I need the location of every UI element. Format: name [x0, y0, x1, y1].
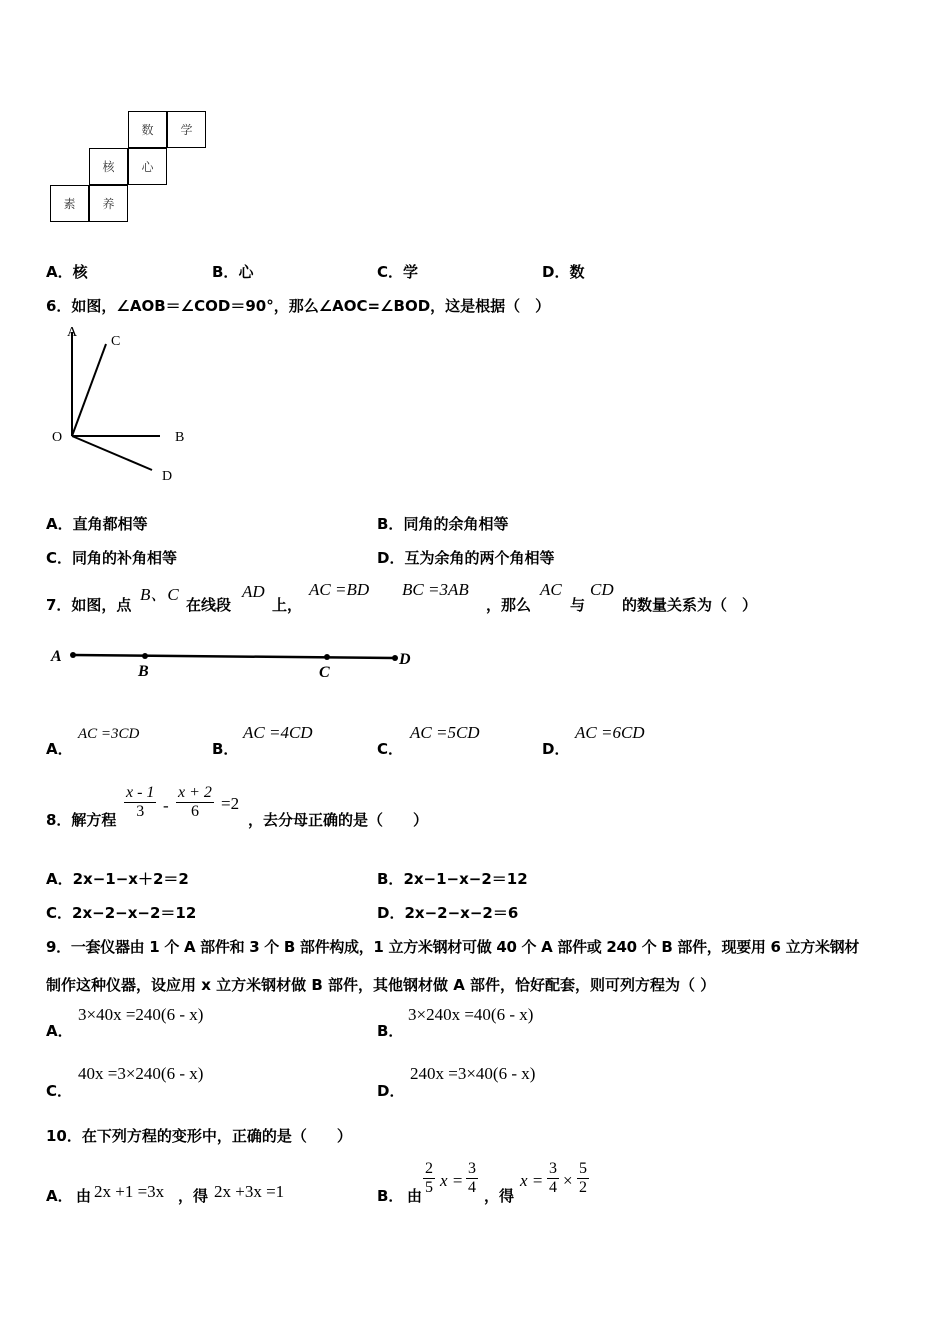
- q6-label-c: C: [111, 334, 121, 349]
- q7-mid1: 在线段: [186, 596, 232, 614]
- q7-prefix: 7．如图，点: [46, 596, 132, 614]
- net-cell: 养: [89, 185, 128, 222]
- q6-option-c: C．同角的补角相等: [46, 549, 178, 567]
- q10-option-b-you: 由: [407, 1187, 423, 1205]
- q7-option-b-letter: B．: [212, 740, 239, 758]
- q10-b-x2: x =: [520, 1171, 544, 1190]
- q6-label-b: B: [175, 430, 185, 445]
- q9-option-d-letter: D．: [377, 1082, 405, 1100]
- q7-mid3: ，那么: [486, 596, 532, 614]
- q6-stem: 6．如图，∠AOB＝∠COD＝90°，那么∠AOC=∠BOD，这是根据（ ）: [46, 297, 551, 315]
- q7-option-c-expr: AC =5CD: [410, 723, 480, 742]
- q7-point-c: C: [319, 664, 330, 681]
- q9-stem-line2: 制作这种仪器，设应用 x 立方米钢材做 B 部件，其他钢材做 A 部件，恰好配套，则可列方程为（ ）: [46, 976, 716, 994]
- q7-ac: AC: [540, 580, 562, 599]
- q10-b-times: ×: [563, 1171, 573, 1190]
- q7-point-d: D: [399, 651, 411, 668]
- q9-option-a-expr: 3×40x =240(6 - x): [78, 1005, 204, 1024]
- q7-option-a-expr: AC =3CD: [78, 726, 140, 742]
- net-cell: 心: [128, 148, 167, 185]
- q5-option-c: C．学: [377, 263, 419, 281]
- q9-option-a-letter: A．: [46, 1022, 73, 1040]
- q10-b-x1: x =: [440, 1171, 464, 1190]
- net-cell: 学: [167, 111, 206, 148]
- q10-option-a-you: 由: [76, 1187, 92, 1205]
- q8-rhs: =2: [221, 794, 240, 813]
- q10-b-fraction-2: $\frac{3}{4}$: [468, 1160, 476, 1196]
- q8-option-d: D．2x−2−x−2＝6: [377, 904, 519, 922]
- q10-b-fraction-4: $\frac{5}{2}$: [579, 1160, 587, 1196]
- q7-option-c-letter: C．: [377, 740, 404, 758]
- q7-point-b: B: [138, 663, 149, 680]
- q10-option-b-de: ，得: [484, 1187, 515, 1205]
- net-cell: 数: [128, 111, 167, 148]
- q10-b-fraction-1: $\frac{2}{5}$: [425, 1160, 433, 1196]
- q8-minus: -: [163, 796, 169, 815]
- q5-option-b: B．心: [212, 263, 254, 281]
- q7-cd: CD: [590, 580, 614, 599]
- q9-option-c-expr: 40x =3×240(6 - x): [78, 1064, 204, 1083]
- q8-suffix: ，去分母正确的是（ ）: [248, 811, 429, 829]
- q8-fraction-1: $\frac{x - 1}{3}$: [126, 784, 155, 820]
- q5-option-d: D．数: [542, 263, 585, 281]
- q9-option-b-letter: B．: [377, 1022, 404, 1040]
- q6-label-o: O: [52, 430, 63, 445]
- q7-segment-figure: [45, 640, 425, 685]
- q8-option-c: C．2x−2−x−2＝12: [46, 904, 197, 922]
- q5-option-a: A．核: [46, 263, 88, 281]
- net-cell: 素: [50, 185, 89, 222]
- net-cell: 核: [89, 148, 128, 185]
- q7-segment-ad: AD: [242, 582, 265, 601]
- q7-suffix: 的数量关系为（ ）: [622, 596, 758, 614]
- q7-option-a-letter: A．: [46, 740, 73, 758]
- q6-option-a: A．直角都相等: [46, 515, 148, 533]
- q6-label-a: A: [67, 325, 78, 340]
- q10-option-a-de: ，得: [178, 1187, 209, 1205]
- q9-stem-line1: 9．一套仪器由 1 个 A 部件和 3 个 B 部件构成，1 立方米钢材可做 40 个 A 部件或 240 个 B 部件，现要用 6 立方米钢材: [46, 938, 860, 956]
- q9-option-c-letter: C．: [46, 1082, 73, 1100]
- q10-option-a-letter: A．: [46, 1187, 73, 1205]
- q10-stem: 10．在下列方程的变形中，正确的是（ ）: [46, 1127, 352, 1145]
- q10-option-a-expr1: 2x +1 =3x: [94, 1182, 165, 1201]
- q7-points-bc: B、C: [140, 585, 179, 604]
- q7-mid2: 上，: [272, 596, 303, 614]
- q8-prefix: 8．解方程: [46, 811, 117, 829]
- q6-label-d: D: [162, 469, 173, 484]
- q10-option-b-letter: B．: [377, 1187, 404, 1205]
- q7-point-a: A: [51, 648, 62, 665]
- q7-eq1: AC =BD: [309, 580, 370, 599]
- q6-option-b: B．同角的余角相等: [377, 515, 509, 533]
- q7-mid4: 与: [570, 596, 586, 614]
- q7-option-d-letter: D．: [542, 740, 570, 758]
- q7-option-b-expr: AC =4CD: [243, 723, 313, 742]
- q6-angle-figure: [40, 318, 200, 488]
- q9-option-b-expr: 3×240x =40(6 - x): [408, 1005, 534, 1024]
- q8-option-b: B．2x−1−x−2＝12: [377, 870, 528, 888]
- q8-option-a: A．2x−1−x＋2＝2: [46, 870, 189, 888]
- q7-eq2: BC =3AB: [402, 580, 469, 599]
- q10-b-fraction-3: $\frac{3}{4}$: [549, 1160, 557, 1196]
- q9-option-d-expr: 240x =3×40(6 - x): [410, 1064, 536, 1083]
- q10-option-a-expr2: 2x +3x =1: [214, 1182, 285, 1201]
- q6-option-d: D．互为余角的两个角相等: [377, 549, 555, 567]
- q8-fraction-2: $\frac{x + 2}{6}$: [178, 784, 212, 820]
- q7-option-d-expr: AC =6CD: [575, 723, 645, 742]
